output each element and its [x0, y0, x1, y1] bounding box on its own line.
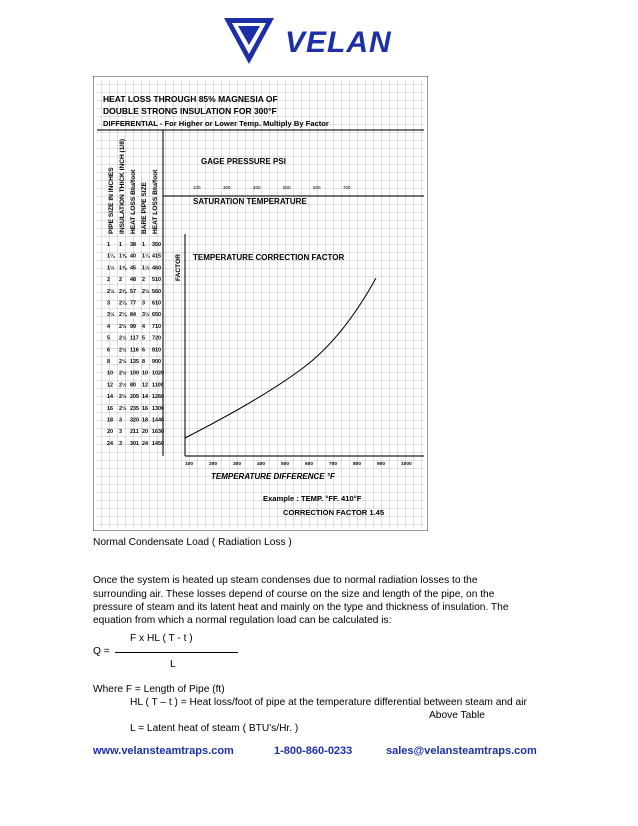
table-cell-insulation: 2½: [119, 323, 127, 330]
gage-tick: 500: [283, 185, 291, 190]
table-cell-pipe-sizes: 20: [107, 429, 113, 436]
table-cell-pipe-sizes: 6: [107, 347, 110, 354]
gage-tick: 300: [223, 185, 231, 190]
table-cell-loss-b: 1260: [152, 394, 164, 401]
table-cell-insulation: 2½: [119, 405, 127, 412]
table-cell-pipe-sizes: 10: [107, 370, 113, 377]
table-cell-bare: 1: [142, 242, 145, 248]
table-cell-loss-a: 211: [130, 429, 139, 436]
table-cell-loss-b: 650: [152, 312, 161, 319]
where-line-3: Above Table: [429, 710, 485, 721]
table-cell-loss-b: 415: [152, 253, 161, 260]
table-cell-loss-a: 80: [130, 382, 136, 389]
table-cell-insulation: 2½: [119, 394, 127, 401]
table-cell-insulation: 2½: [119, 347, 127, 354]
table-cell-bare: 24: [142, 440, 148, 447]
chart-heading-3: DIFFERENTIAL - For Higher or Lower Temp. Multiply By Factor: [103, 119, 329, 128]
table-cell-insulation: 2½: [119, 382, 127, 389]
gage-tick: 700: [343, 185, 351, 190]
table-cell-bare: 3: [142, 300, 145, 307]
table-cell-bare: 1½: [142, 265, 150, 272]
table-cell-loss-a: 77: [130, 300, 136, 307]
saturation-label: SATURATION TEMPERATURE: [193, 197, 307, 206]
table-cell-loss-b: 1630: [152, 429, 164, 436]
paragraph-line-3: pressure of steam and its latent heat and mainly on the type and thickness of insulation. The: [93, 602, 509, 613]
formula-denominator: L: [170, 659, 176, 670]
table-cell-loss-a: 301: [130, 440, 139, 447]
table-cell-bare: 18: [142, 417, 148, 424]
table-cell-loss-b: 720: [152, 335, 161, 342]
chart-heading-1: HEAT LOSS THROUGH 85% MAGNESIA OF: [103, 94, 278, 104]
table-cell-insulation: 2: [119, 277, 122, 284]
table-cell-loss-a: 235: [130, 405, 139, 412]
table-cell-loss-a: 38: [130, 242, 136, 248]
table-cell-bare: 20: [142, 429, 148, 436]
table-cell-bare: 10: [142, 370, 148, 377]
table-cell-pipe-sizes: 2½: [107, 288, 115, 295]
x-tick-label: 900: [377, 462, 386, 467]
velan-emblem-icon: [224, 18, 274, 64]
table-cell-insulation: 2⅝: [119, 288, 127, 295]
table-cell-loss-b: 350: [152, 242, 161, 248]
table-cell-pipe-sizes: 14: [107, 394, 113, 401]
table-cell-loss-a: 320: [130, 417, 139, 424]
chart-heading-2: DOUBLE STRONG INSULATION FOR 300°F: [103, 106, 277, 116]
column-label-heat-loss-b: HEAT LOSS Btu/foot: [152, 169, 159, 234]
table-cell-bare: 8: [142, 359, 145, 365]
table-cell-bare: 12: [142, 382, 148, 389]
table-cell-loss-a: 99: [130, 323, 136, 330]
factor-label: FACTOR: [175, 254, 182, 281]
table-cell-pipe-sizes: 24: [107, 440, 113, 447]
table-cell-pipe-sizes: 3: [107, 300, 110, 307]
website-link[interactable]: www.velansteamtraps.com: [93, 745, 234, 757]
logo-wordmark: VELAN: [285, 26, 392, 59]
table-cell-loss-a: 84: [130, 312, 136, 319]
formula-lhs: Q =: [93, 646, 110, 657]
table-cell-insulation: 1: [119, 242, 122, 248]
table-cell-bare: 2: [142, 277, 145, 284]
where-line-4: L = Latent heat of steam ( BTU's/Hr. ): [130, 723, 299, 734]
table-cell-pipe-sizes: 8: [107, 359, 110, 365]
email-link[interactable]: sales@velansteamtraps.com: [386, 745, 537, 757]
table-cell-bare: 6: [142, 347, 145, 354]
x-tick-label: 600: [305, 462, 314, 467]
table-cell-pipe-sizes: 1¼: [107, 253, 115, 260]
table-cell-pipe-sizes: 1: [107, 242, 110, 248]
paragraph-line-4: equation from which a normal regulation load can be calculated is:: [93, 615, 392, 626]
x-axis-label: TEMPERATURE DIFFERENCE °F: [211, 472, 335, 481]
table-cell-insulation: 2½: [119, 335, 127, 342]
table-cell-bare: 4: [142, 323, 145, 330]
x-tick-label: 200: [209, 462, 218, 467]
column-label-bare-pipe: BARE PIPE SIZE: [141, 181, 148, 234]
table-cell-bare: 16: [142, 405, 148, 412]
paragraph-line-1: Once the system is heated up steam condenses due to normal radiation losses to the: [93, 575, 478, 586]
table-cell-bare: 2½: [142, 288, 150, 295]
velan-logo: [222, 14, 412, 70]
gage-tick: 600: [313, 185, 321, 190]
table-cell-loss-b: 1020: [152, 370, 164, 377]
table-cell-loss-b: 610: [152, 300, 161, 307]
heat-loss-chart: [93, 76, 428, 531]
table-cell-loss-a: 100: [130, 370, 139, 377]
table-cell-loss-a: 45: [130, 265, 136, 272]
table-cell-insulation: 2½: [119, 359, 127, 365]
phone-link[interactable]: 1-800-860-0233: [274, 745, 353, 757]
table-cell-pipe-sizes: 12: [107, 382, 113, 389]
table-cell-loss-a: 57: [130, 288, 136, 295]
column-label-insulation: INSULATION THICK INCH (1/8): [119, 138, 126, 234]
table-cell-loss-a: 48: [130, 277, 136, 284]
where-line-1: Where F = Length of Pipe (ft): [93, 684, 225, 695]
table-cell-loss-a: 135: [130, 359, 139, 365]
table-cell-loss-a: 40: [130, 253, 136, 260]
formula-numerator: F x HL ( T - t ): [130, 633, 193, 644]
column-label-heat-loss-a: HEAT LOSS Btu/foot: [130, 169, 137, 234]
table-cell-loss-b: 710: [152, 323, 161, 330]
table-cell-pipe-sizes: 18: [107, 417, 113, 424]
table-cell-insulation: 3: [119, 429, 122, 436]
table-cell-loss-b: 1100: [152, 382, 164, 389]
table-cell-insulation: 1⅝: [119, 265, 127, 272]
table-cell-bare: 5: [142, 335, 145, 342]
table-cell-pipe-sizes: 1½: [107, 265, 115, 272]
where-line-2: HL ( T – t ) = Heat loss/foot of pipe at the temperature differential between steam and air: [130, 697, 527, 708]
table-cell-pipe-sizes: 3½: [107, 312, 115, 319]
paragraph-line-2: surrounding air. These losses depend of course on the size and length of the pipe, on the: [93, 589, 495, 600]
gage-pressure-label: GAGE PRESSURE PSI: [201, 157, 286, 166]
x-tick-label: 1000: [401, 462, 412, 467]
table-cell-loss-b: 900: [152, 359, 161, 365]
table-cell-loss-b: 510: [152, 277, 161, 284]
gage-tick: 400: [253, 185, 261, 190]
table-cell-loss-b: 1300: [152, 405, 164, 412]
table-cell-pipe-sizes: 4: [107, 323, 110, 330]
formula-fraction-bar: [115, 652, 238, 653]
table-cell-loss-a: 116: [130, 347, 139, 354]
x-tick-label: 800: [353, 462, 362, 467]
x-tick-label: 300: [233, 462, 242, 467]
table-cell-pipe-sizes: 16: [107, 405, 113, 412]
table-cell-bare: 1¼: [142, 253, 150, 260]
gage-tick: 100: [193, 185, 201, 190]
table-cell-loss-b: 560: [152, 288, 161, 295]
x-tick-label: 500: [281, 462, 290, 467]
table-cell-loss-b: 1450: [152, 440, 164, 447]
table-cell-pipe-sizes: 2: [107, 277, 110, 284]
section-title: Normal Condensate Load ( Radiation Loss ): [93, 537, 292, 548]
table-cell-insulation: 2½: [119, 370, 127, 377]
table-cell-loss-b: 810: [152, 347, 161, 354]
table-cell-loss-a: 205: [130, 394, 139, 401]
table-cell-loss-b: 1440: [152, 417, 164, 424]
table-cell-pipe-sizes: 5: [107, 335, 110, 342]
table-cell-loss-a: 117: [130, 335, 139, 342]
table-cell-insulation: 3: [119, 417, 122, 424]
x-tick-label: 400: [257, 462, 266, 467]
table-cell-insulation: 3: [119, 440, 122, 447]
column-label-pipe-size: PIPE SIZE IN INCHES: [108, 167, 115, 234]
table-cell-insulation: 2⅛: [119, 300, 127, 307]
x-tick-label: 700: [329, 462, 338, 467]
x-tick-label: 100: [185, 462, 194, 467]
table-cell-bare: 3½: [142, 312, 150, 319]
correction-label: TEMPERATURE CORRECTION FACTOR: [193, 253, 345, 262]
table-cell-insulation: 1⅝: [119, 253, 127, 260]
table-cell-loss-b: 460: [152, 265, 161, 272]
table-cell-insulation: 2⅛: [119, 312, 127, 319]
table-cell-bare: 14: [142, 394, 148, 401]
example-line-2: CORRECTION FACTOR 1.45: [283, 508, 385, 517]
example-line-1: Example : TEMP. °FF. 410°F: [263, 494, 362, 503]
